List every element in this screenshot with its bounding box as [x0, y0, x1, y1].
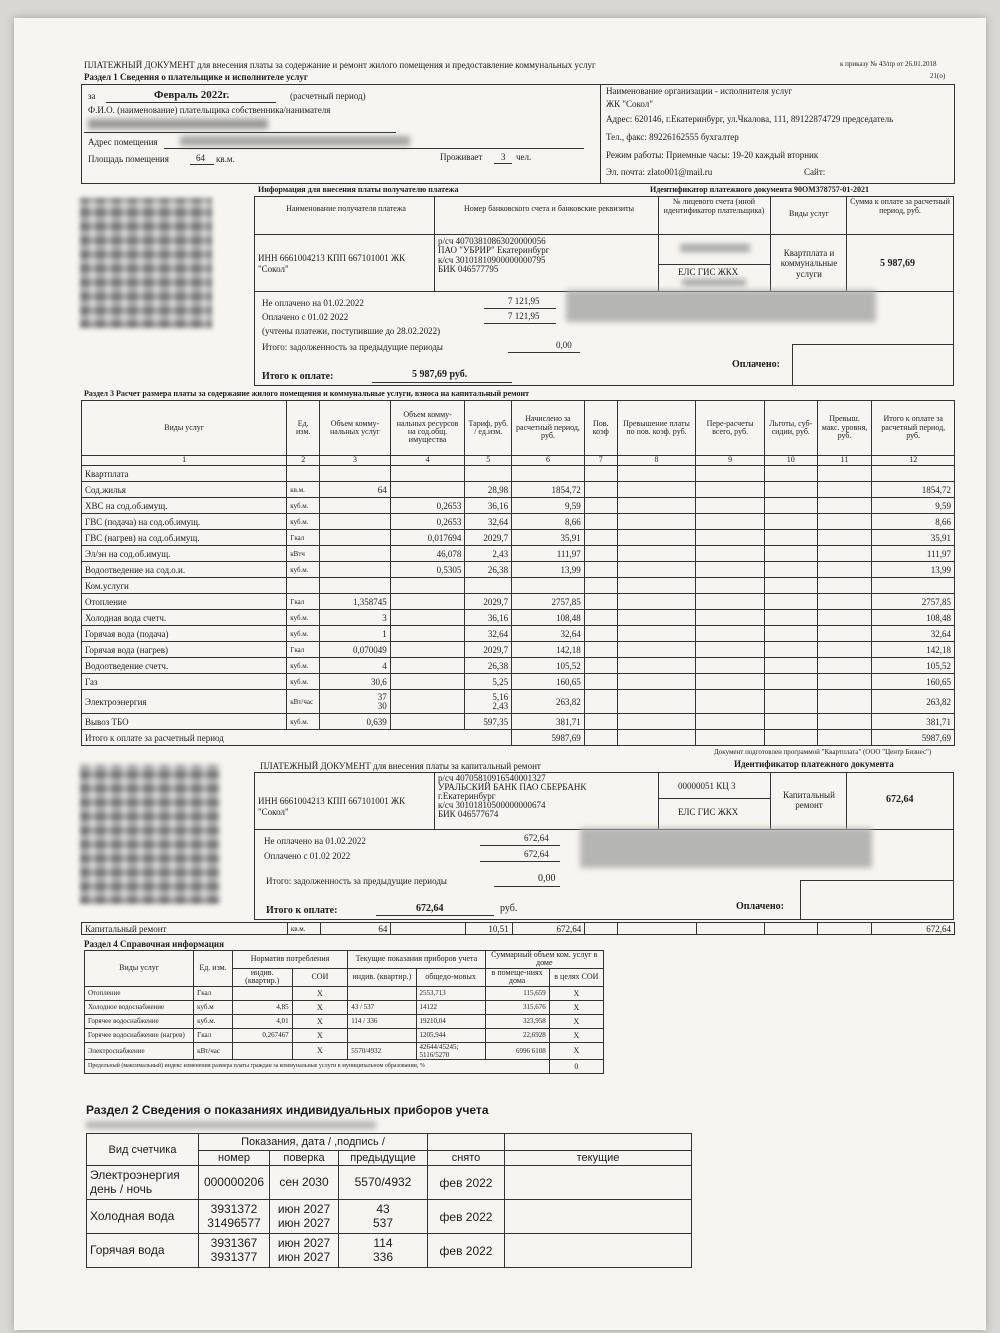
unit: Гкал	[194, 1028, 233, 1042]
meter-row	[87, 1200, 692, 1234]
col-bank: Номер банковского счета и банковские реквизиты	[463, 204, 635, 213]
unit: куб.м.	[287, 674, 320, 690]
current-ind: 43 / 537	[348, 1000, 416, 1014]
unpaid-label: Не оплачено на 01.02.2022	[262, 298, 364, 308]
group-kom-uslugi	[82, 578, 955, 594]
taken-date: фев 2022	[428, 1166, 505, 1200]
org-label: Наименование организации - исполнителя услуг	[606, 86, 793, 96]
capital-repair-row: Капитальный ремонт кв.м. 64 10,51 672,64 672,64	[81, 922, 955, 935]
tariff: 36,16	[465, 610, 512, 626]
address-label: Адрес помещения	[88, 137, 158, 147]
resource-volume	[390, 642, 465, 658]
row-total: 160,65	[872, 674, 955, 690]
meter-type: Горячая вода	[87, 1234, 199, 1268]
tariff: 32,64	[465, 626, 512, 642]
ref-row	[85, 1028, 604, 1042]
unit: куб.м.	[287, 514, 320, 530]
volume: 3	[320, 610, 391, 626]
meter-number: 000000206	[199, 1166, 270, 1200]
paid-value: 7 121,95	[508, 311, 540, 321]
document-title: ПЛАТЕЖНЫЙ ДОКУМЕНТ для внесения платы за содержание и ремонт жилого помещения и предоставление коммунальных услуг	[84, 60, 596, 70]
charged: 263,82	[512, 690, 585, 714]
debt-label: Итого: задолженность за предыдущие периоды	[262, 342, 443, 352]
service-name: Эл/эн на сод.об.имущ.	[82, 546, 287, 562]
payment-document-sheet	[14, 18, 986, 1330]
norm-ind	[232, 1042, 292, 1059]
row-total: 32,64	[872, 626, 955, 642]
ref-row	[85, 1042, 604, 1059]
paid-stamp-label-2: Оплачено:	[736, 901, 784, 912]
service-name: Горячее водоснабжение (нагрев)	[85, 1028, 194, 1042]
paid-note: (учтены платежи, поступившие до 28.02.2022)	[262, 326, 441, 336]
unit: куб.м.	[287, 626, 320, 642]
norm-ind: 4,85	[232, 1000, 292, 1014]
row-total: 9,59	[872, 498, 955, 514]
current-reading-input[interactable]	[505, 1166, 692, 1200]
row-total: 105,52	[872, 658, 955, 674]
unit: Гкал	[287, 594, 320, 610]
charged: 32,64	[512, 626, 585, 642]
total-label: Итого к оплате:	[262, 371, 334, 382]
current-common: 14122	[416, 1000, 485, 1014]
paid-stamp-box-1	[792, 344, 954, 386]
norm-soi: X	[292, 986, 348, 1000]
meter-row	[87, 1234, 692, 1268]
calc-row	[82, 530, 955, 546]
payer-fio-label: Ф.И.О. (наименование) плательщика собственника/нанимателя	[88, 105, 331, 115]
residents-value: 3	[501, 152, 506, 162]
previous-reading: 5570/4932	[339, 1166, 428, 1200]
current-common: 42644/45245; 5116/5270	[416, 1042, 485, 1059]
resource-volume: 0,2653	[390, 514, 465, 530]
col-account: № лицевого счета (иной идентификатор плательщика)	[663, 197, 765, 215]
unit: кв.м.	[287, 482, 320, 498]
org-name: ЖК "Сокол"	[606, 99, 653, 109]
calc-row	[82, 514, 955, 530]
period-note: (расчетный период)	[290, 91, 366, 101]
payment2-service: Капитальный ремонт	[783, 790, 835, 811]
residents-label: Проживает	[440, 152, 483, 162]
ref-row	[85, 1014, 604, 1028]
tariff: 28,98	[465, 482, 512, 498]
payment2-debt-label: Итого: задолженность за предыдущие периоды	[266, 876, 447, 886]
redacted-address	[180, 136, 410, 146]
service-name: Горячая вода (подача)	[82, 626, 287, 642]
calc-row	[82, 546, 955, 562]
calc-row	[82, 626, 955, 642]
service-name: Водоотведение счетч.	[82, 658, 287, 674]
calc-row	[82, 714, 955, 730]
volume: 1	[320, 626, 391, 642]
redacted-account	[680, 244, 750, 252]
unit: куб.м.	[194, 1014, 233, 1028]
service-name: ГВС (подача) на сод.об.имущ.	[82, 514, 287, 530]
resource-volume	[390, 658, 465, 674]
calc-row	[82, 498, 955, 514]
org-hours: Режим работы: Приемные часы: 19-20 каждый вторник	[606, 150, 819, 160]
debt-value: 0,00	[556, 340, 572, 350]
charged: 13,99	[512, 562, 585, 578]
area-label: Площадь помещения	[88, 154, 169, 164]
unit: кВт/час	[194, 1042, 233, 1059]
charged: 381,71	[512, 714, 585, 730]
org-address: Адрес: 620146, г.Екатеринбург, ул.Чкалова, 111, 89122874729 председатель	[606, 114, 894, 124]
unit: куб.м.	[287, 498, 320, 514]
resource-volume	[390, 610, 465, 626]
reference-info-table: Виды услуг Ед. изм. Норматив потребления Текущие показания приборов учета Суммарный объем ком. услуг в доме индив. (квартир.) СОИ индив. (квартир.) общедо-мовых в помеще-ниях дома в целях СОИ Отопление Гкал X 2553,713 115,659 X Холодное водоснабжение куб.м 4,85 X 43 / 537 14122 315,676 X Горячее водоснабжение куб.м. 4,01 X 114 / 336 19210,04 323,958 X Горячее водоснабжение (нагрев) Гкал 0,267467 X 1205,944 22,6928 X Электроснабжение кВт/час X 5570/4932 42644/45245; 5116/5270 6996 6108 X Предельный (максимальный) индекс изменения размера платы граждан за коммунальные услуги в муниципальном образовании, % 0	[84, 950, 604, 1074]
els-label: ЕЛС ГИС ЖКХ	[678, 267, 739, 277]
row-total: 35,91	[872, 530, 955, 546]
service-name: ХВС на сод.об.имущ.	[82, 498, 287, 514]
payment2-unpaid-label: Не оплачено на 01.02.2022	[264, 836, 366, 846]
row-total: 111,97	[872, 546, 955, 562]
payment2-total-label: Итого к оплате:	[266, 905, 338, 916]
col-recipient: Наименование получателя платежа	[286, 204, 406, 213]
col-service: Виды услуг	[789, 209, 829, 218]
volume: 0,639	[320, 714, 391, 730]
resource-volume	[390, 714, 465, 730]
limit-note: Предельный (максимальный) индекс изменения размера платы граждан за коммунальные услуги в муниципальном образовании, %	[85, 1059, 550, 1073]
service-name: Горячее водоснабжение	[85, 1014, 194, 1028]
norm-ind	[232, 986, 292, 1000]
charged: 9,59	[512, 498, 585, 514]
calculation-table: Виды услуг Ед. изм. Объем комму-нальных услуг Объем комму-нальных ресурсов на сод.общ. имущества Тариф, руб. / ед.изм. Начислено за расчетный период, руб. Пов. коэф Превышение платы по пов. коэф. руб. Пере-расчеты всего, руб. Льготы, суб-сидии, руб. Превыш. макс. уровня, руб. Итого к оплате за расчетный период, руб. 1 2 3 4 5 6 7 8 9 10 11 12 Квартплата Сод.жилья кв.м. 64 28,98 1854,72 1854,72 ХВС на сод.об.имущ. куб.м. 0,2653 36,16 9,59 9,59 ГВС (подача) на сод.об.имущ. куб.м. 0,2653 32,64 8,66 8,66 ГВС (нагрев) на сод.об.имущ. Гкал 0,017694 2029,7 35,91 35,91 Эл/эн на сод.об.имущ. кВтч 46,078 2,43 111,97 111,97 Водоотведение на сод.о.и. куб.м. 0,5305 26,38 13,99 13,99 Ком.услуги Отопление Гкал 1,358745 2029,7 2757,85 2757,85 Холодная вода счетч. куб.м. 3 36,16 108,48 108,48 Горячая вода (подача) куб.м. 1 32,64 32,64 32,64 Горячая вода (нагрев) Гкал 0,070049 2029,7 142,18 142,18 Водоотведение счетч. куб.м. 4 26,38 105,52 105,52 Газ куб.м. 30,6 5,25 160,65 160,65 Электроэнергия кВт/час 37 30 5,16 2,43 263,82 263,82 Вывоз ТБО куб.м. 0,639 597,35 381,71 381,71 Итого к оплате за расчетный период 5987,69 5987,69	[81, 400, 955, 746]
group-label: Квартплата	[82, 466, 287, 482]
charged: 105,52	[512, 658, 585, 674]
volume: 30,6	[320, 674, 391, 690]
paid-label: Оплачено с 01.02 2022	[262, 312, 349, 322]
row-total: 263,82	[872, 690, 955, 714]
current-ind	[348, 986, 416, 1000]
volume: 1,358745	[320, 594, 391, 610]
paid-stamp-label-1: Оплачено:	[732, 359, 780, 370]
service-name: Сод.жилья	[82, 482, 287, 498]
ref-row	[85, 986, 604, 1000]
total-charged: 5987,69	[512, 730, 585, 746]
total-inrooms: 22,6928	[485, 1028, 549, 1042]
previous-reading: 114 336	[339, 1234, 428, 1268]
section1-title: Раздел 1 Сведения о плательщике и исполнителе услуг	[84, 72, 308, 82]
org-site: Сайт:	[804, 167, 826, 177]
meter-check: июн 2027 июн 2027	[270, 1234, 339, 1268]
meter-number: 3931367 3931377	[199, 1234, 270, 1268]
org-email: Эл. почта: zlato001@mail.ru	[606, 167, 713, 177]
norm-ind: 4,01	[232, 1014, 292, 1028]
unit: кВт/час	[287, 690, 320, 714]
resource-volume: 0,2653	[390, 498, 465, 514]
tariff: 32,64	[465, 514, 512, 530]
current-common: 19210,04	[416, 1014, 485, 1028]
tariff: 2029,7	[465, 530, 512, 546]
limit-row	[85, 1059, 604, 1073]
software-note: Документ подготовлен программой "Квартплата" (ООО "Центр Бизнес")	[714, 748, 932, 756]
col-sum: Сумма к оплате за расчетный период, руб.	[850, 197, 950, 215]
service-name: ГВС (нагрев) на сод.об.имущ.	[82, 530, 287, 546]
calc-row	[82, 482, 955, 498]
tariff: 2029,7	[465, 642, 512, 658]
service-name: Холодная вода счетч.	[82, 610, 287, 626]
resource-volume	[390, 674, 465, 690]
current-reading-input[interactable]	[505, 1234, 692, 1268]
charged: 108,48	[512, 610, 585, 626]
limit-value: 0	[549, 1059, 603, 1073]
area-unit: кв.м.	[216, 154, 235, 164]
volume: 0,070049	[320, 642, 391, 658]
volume: 4	[320, 658, 391, 674]
unit: куб.м.	[287, 658, 320, 674]
unit: куб.м.	[287, 714, 320, 730]
taken-date: фев 2022	[428, 1234, 505, 1268]
volume	[320, 514, 391, 530]
norm-ind: 0,267467	[232, 1028, 292, 1042]
area-value: 64	[196, 153, 205, 163]
total-sum: 5987,69	[872, 730, 955, 746]
volume: 64	[320, 482, 391, 498]
service-name: Газ	[82, 674, 287, 690]
volume	[320, 546, 391, 562]
charged: 142,18	[512, 642, 585, 658]
tariff: 2,43	[465, 546, 512, 562]
calc-row	[82, 658, 955, 674]
volume: 37 30	[320, 690, 391, 714]
tariff: 26,38	[465, 562, 512, 578]
tariff: 5,25	[465, 674, 512, 690]
row-total: 8,66	[872, 514, 955, 530]
total-label: Итого к оплате за расчетный период	[82, 730, 512, 746]
unit: куб.м.	[287, 610, 320, 626]
payment2-els: ЕЛС ГИС ЖКХ	[678, 807, 739, 817]
section4-title: Раздел 4 Справочная информация	[84, 939, 224, 949]
period-for-label: за	[88, 91, 96, 101]
calc-row	[82, 610, 955, 626]
current-reading-input[interactable]	[505, 1200, 692, 1234]
resource-volume: 0,017694	[390, 530, 465, 546]
total-soi: X	[549, 986, 603, 1000]
total-inrooms: 323,958	[485, 1014, 549, 1028]
redacted-barcode-2	[580, 828, 872, 868]
redacted-payer-name	[88, 119, 268, 129]
total-value: 5 987,69 руб.	[412, 369, 468, 380]
current-common: 2553,713	[416, 986, 485, 1000]
payment2-title: ПЛАТЕЖНЫЙ ДОКУМЕНТ для внесения платы за капитальный ремонт	[260, 761, 541, 771]
qr-code-2	[80, 764, 220, 904]
service-name: Горячая вода (нагрев)	[82, 642, 287, 658]
unit: Гкал	[194, 986, 233, 1000]
payment2-total-unit: руб.	[500, 903, 518, 914]
payment-doc-id: Идентификатор платежного документа 90ОМ378757-01-2021	[650, 185, 870, 194]
resource-volume	[390, 626, 465, 642]
qr-code-1	[80, 198, 212, 328]
total-inrooms: 6996 6108	[485, 1042, 549, 1059]
meter-row	[87, 1166, 692, 1200]
readings-header: Показания, дата / ,подпись /	[199, 1134, 428, 1151]
meter-type: Холодная вода	[87, 1200, 199, 1234]
charged: 8,66	[512, 514, 585, 530]
tariff: 26,38	[465, 658, 512, 674]
row-total: 142,18	[872, 642, 955, 658]
payment2-total: 672,64	[416, 903, 444, 914]
section2-title: Раздел 2 Сведения о показаниях индивидуальных приборов учета	[86, 1103, 489, 1117]
total-soi: X	[549, 1028, 603, 1042]
payment2-paid: 672,64	[524, 849, 549, 859]
payment2-bank-details: р/сч 40705810916540001327 УРАЛЬСКИЙ БАНК ПАО СБЕРБАНК г.Екатеринбург к/сч 30101810500000000674 БИК 046577674	[438, 773, 587, 819]
unpaid-value: 7 121,95	[508, 296, 540, 306]
resource-volume: 46,078	[390, 546, 465, 562]
row-total: 381,71	[872, 714, 955, 730]
resource-volume	[390, 594, 465, 610]
unit: куб.м.	[287, 562, 320, 578]
bank-details: р/сч 40703810863020000056 ПАО "УБРИР" Екатеринбург к/сч 30101810900000000795 БИК 046577795	[438, 236, 550, 275]
payment2-recipient: ИНН 6661004213 КПП 667101001 ЖК "Сокол"	[258, 796, 406, 817]
payment2-sum: 672,64	[886, 794, 914, 805]
residents-unit: чел.	[516, 152, 532, 162]
charged: 1854,72	[512, 482, 585, 498]
total-soi: X	[549, 1014, 603, 1028]
unit: Гкал	[287, 642, 320, 658]
service-name: Водоотведение на сод.о.и.	[82, 562, 287, 578]
service-name: Электроэнергия	[82, 690, 287, 714]
norm-soi: X	[292, 1042, 348, 1059]
meter-readings-table: Вид счетчика Показания, дата / ,подпись / номер поверка предыдущие снято текущие Электроэнергия день / ночь 000000206 сен 2030 5570/4932 фев 2022 Холодная вода 3931372 31496577 июн 2027 июн 2027 43 537 фев 2022 Горячая вода 3931367 3931377 июн 2027 июн 2027 114 336 фев 2022	[86, 1133, 692, 1268]
tariff: 2029,7	[465, 594, 512, 610]
service-name: Вывоз ТБО	[82, 714, 287, 730]
row-total: 108,48	[872, 610, 955, 626]
volume	[320, 498, 391, 514]
service-value: Квартплата и коммунальные услуги	[780, 248, 838, 279]
total-soi: X	[549, 1042, 603, 1059]
taken-date: фев 2022	[428, 1200, 505, 1234]
meter-check: июн 2027 июн 2027	[270, 1200, 339, 1234]
group-kvartplata	[82, 466, 955, 482]
service-name: Отопление	[85, 986, 194, 1000]
norm-soi: X	[292, 1028, 348, 1042]
meter-check: сен 2030	[270, 1166, 339, 1200]
calc-row	[82, 562, 955, 578]
current-common: 1205,944	[416, 1028, 485, 1042]
total-inrooms: 115,659	[485, 986, 549, 1000]
charged: 35,91	[512, 530, 585, 546]
volume	[320, 530, 391, 546]
unit: кВтч	[287, 546, 320, 562]
org-phone: Тел., факс: 89226162555 бухгалтер	[606, 132, 739, 142]
payment2-doc-id: Идентификатор платежного документа	[734, 759, 894, 769]
order-number: 21(о)	[930, 72, 946, 80]
section3-title: Раздел 3 Расчет размера платы за содержание жилого помещения и коммунальные услуги, взноса на капитальный ремонт	[84, 389, 530, 398]
group-label: Ком.услуги	[82, 578, 287, 594]
unit: Гкал	[287, 530, 320, 546]
total-inrooms: 315,676	[485, 1000, 549, 1014]
redacted-barcode-1	[566, 290, 876, 322]
resource-volume	[390, 482, 465, 498]
paid-stamp-box-2	[800, 880, 954, 920]
tariff: 5,16 2,43	[465, 690, 512, 714]
service-name: Холодное водоснабжение	[85, 1000, 194, 1014]
current-ind	[348, 1028, 416, 1042]
payment2-account: 00000051 КЦ 3	[678, 781, 736, 791]
sum-value: 5 987,69	[880, 258, 915, 269]
meter-number: 3931372 31496577	[199, 1200, 270, 1234]
payment2-debt: 0,00	[538, 873, 556, 884]
calc-row	[82, 594, 955, 610]
norm-soi: X	[292, 1000, 348, 1014]
resource-volume: 0,5305	[390, 562, 465, 578]
calc-row	[82, 674, 955, 690]
ref-row	[85, 1000, 604, 1014]
redacted-els	[682, 279, 746, 286]
charged: 111,97	[512, 546, 585, 562]
payment-info-title: Информация для внесения платы получателю платежа	[258, 185, 459, 194]
row-total: 1854,72	[872, 482, 955, 498]
service-name: Электроснабжение	[85, 1042, 194, 1059]
service-name: Отопление	[82, 594, 287, 610]
calc-row	[82, 642, 955, 658]
row-total: 2757,85	[872, 594, 955, 610]
billing-period: Февраль 2022г.	[154, 89, 230, 101]
unit: куб.м	[194, 1000, 233, 1014]
payment2-unpaid: 672,64	[524, 833, 549, 843]
calc-total-row	[82, 730, 955, 746]
recipient-value: ИНН 6661004213 КПП 667101001 ЖК "Сокол"	[258, 253, 406, 274]
norm-soi: X	[292, 1014, 348, 1028]
payment2-paid-label: Оплачено с 01.02 2022	[264, 851, 351, 861]
total-soi: X	[549, 1000, 603, 1014]
redacted-section2-info	[86, 1121, 376, 1129]
order-reference: к приказу № 43/пр от 26.01.2018	[840, 60, 937, 68]
volume	[320, 562, 391, 578]
charged: 160,65	[512, 674, 585, 690]
meter-type: Электроэнергия день / ночь	[87, 1166, 199, 1200]
current-ind: 5570/4932	[348, 1042, 416, 1059]
current-ind: 114 / 336	[348, 1014, 416, 1028]
tariff: 597,35	[465, 714, 512, 730]
calc-row-electro	[82, 690, 955, 714]
previous-reading: 43 537	[339, 1200, 428, 1234]
tariff: 36,16	[465, 498, 512, 514]
charged: 2757,85	[512, 594, 585, 610]
row-total: 13,99	[872, 562, 955, 578]
